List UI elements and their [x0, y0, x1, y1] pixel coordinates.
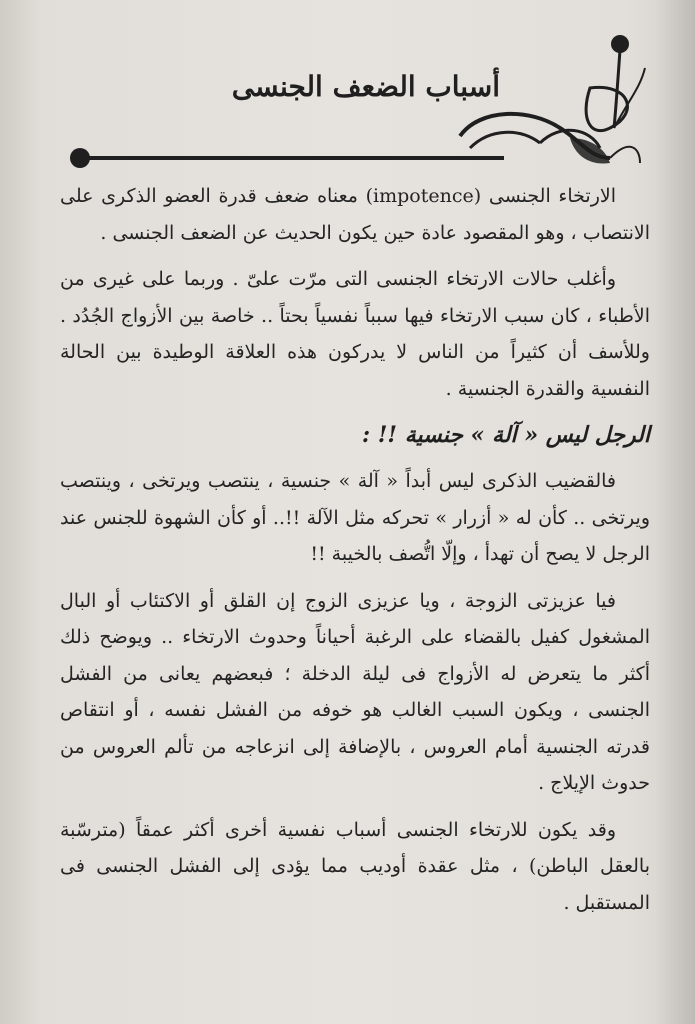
subheading: الرجل ليس « آلة » جنسية !! : [361, 422, 650, 448]
title-underline [84, 156, 504, 160]
paragraph-4: فيا عزيزتى الزوجة ، ويا عزيزى الزوج إن القلق أو الاكتئاب أو البال المشغول كفيل بالقضاء على الرغبة أحياناً وحدوث الارتخاء .. ويوضح ذلك أكثر ما يتعرض له الأزواج فى ليلة الدخلة ؛ فبعضهم يعانى من الفشل الجنسى ، ويكون السبب الغالب هو خوفه من الفشل نفسه ، أو انتقاص قدرته الجنسية أمام العروس ، بالإضافة إلى انزعاجه من تألم العروس من حدوث الإيلاج . [60, 589, 650, 794]
page-edge-shadow [655, 0, 695, 1024]
underline-dot-icon [70, 148, 90, 168]
paragraph-5: وقد يكون للارتخاء الجنسى أسباب نفسية أخرى أكثر عمقاً (مترسّبة بالعقل الباطن) ، مثل عقدة أوديب مما يؤدى إلى الفشل الجنسى فى المستقبل . [60, 818, 650, 914]
paragraph-2: وأغلب حالات الارتخاء الجنسى التى مرّت علىّ . وربما على غيرى من الأطباء ، كان سبب الارتخاء فيها سبباً نفسياً بحتاً .. خاصة بين الأزواج الجُدُد . وللأسف أن كثيراً من الناس لا يدركون هذه العلاقة الوطيدة بين الحالة النفسية والقدرة الجنسية . [60, 268, 650, 400]
paragraph-1: الارتخاء الجنسى (impotence) معناه ضعف قدرة العضو الذكرى على الانتصاب ، وهو المقصود عادة حين يكون الحديث عن الضعف الجنسى . [60, 185, 650, 244]
paragraph-3: فالقضيب الذكرى ليس أبداً « آلة » جنسية ، ينتصب ويرتخى ، وينتصب ويرتخى .. كأن له « أزرار » تحركه مثل الآلة !!.. أو كأن الشهوة للجنس عند الرجل لا يصح أن تهدأ ، وإلّا اتُّصف بالخيبة !! [60, 470, 650, 565]
chapter-title: أسباب الضعف الجنسى [231, 70, 500, 103]
page-content [60, 178, 650, 998]
